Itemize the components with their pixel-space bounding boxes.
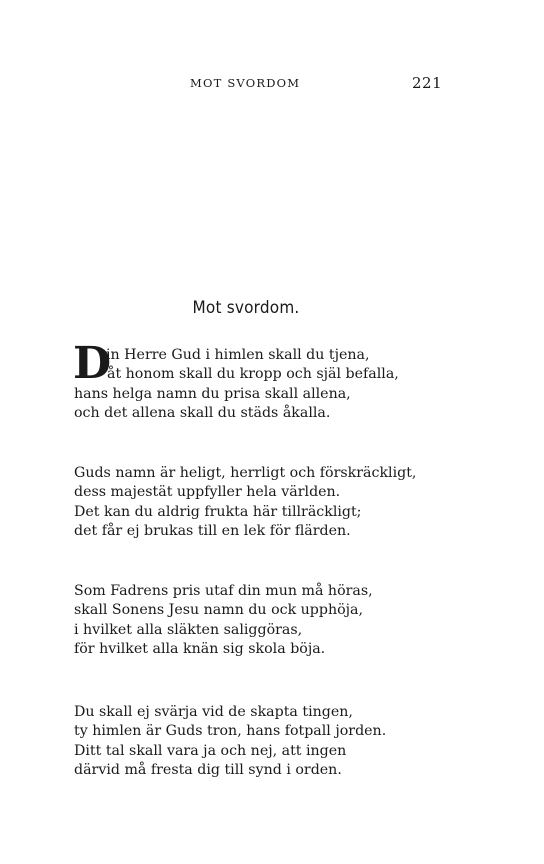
- verse-line: in Herre Gud i himlen skall du tjena,: [106, 347, 370, 363]
- verse-line: ty himlen är Guds tron, hans fotpall jorden.: [74, 723, 387, 740]
- running-head-title: MOT SVORDOM: [190, 76, 301, 90]
- verse-line: dess majestät uppfyller hela världen.: [74, 484, 341, 501]
- drop-cap: D: [73, 338, 112, 389]
- verse-line: Som Fadrens pris utaf din mun må höras,: [74, 583, 373, 599]
- verse-line: därvid må fresta dig till synd i orden.: [74, 762, 342, 779]
- verse-line: för hvilket alla knän sig skola böja.: [74, 641, 326, 658]
- stanza-2: [74, 464, 494, 542]
- verse-line: Guds namn är heligt, herrligt och förskräckligt,: [74, 465, 417, 481]
- stanza-4: [74, 703, 494, 781]
- verse-line: i hvilket alla släkten saliggöras,: [74, 621, 303, 638]
- page-number: 221: [412, 74, 443, 92]
- verse-line: Ditt tal skall vara ja och nej, att ingen: [74, 742, 347, 759]
- verse-line: skall Sonens Jesu namn du ock upphöja,: [74, 602, 364, 619]
- stanza-3: [74, 582, 494, 660]
- verse-line: det får ej brukas till en lek för flärden.: [74, 523, 351, 540]
- stanza-1: [73, 338, 494, 424]
- verse-line: hans helga namn du prisa skall allena,: [74, 385, 351, 402]
- verse-line: Det kan du aldrig frukta här tillräckligt;: [74, 503, 362, 520]
- poem-title: Mot svordom.: [192, 298, 300, 318]
- running-head: [0, 76, 544, 96]
- verse-line: och det allena skall du städs åkalla.: [74, 405, 331, 422]
- verse-line: Du skall ej svärja vid de skapta tingen,: [74, 704, 353, 720]
- verse-line: åt honom skall du kropp och själ befalla,: [107, 366, 399, 383]
